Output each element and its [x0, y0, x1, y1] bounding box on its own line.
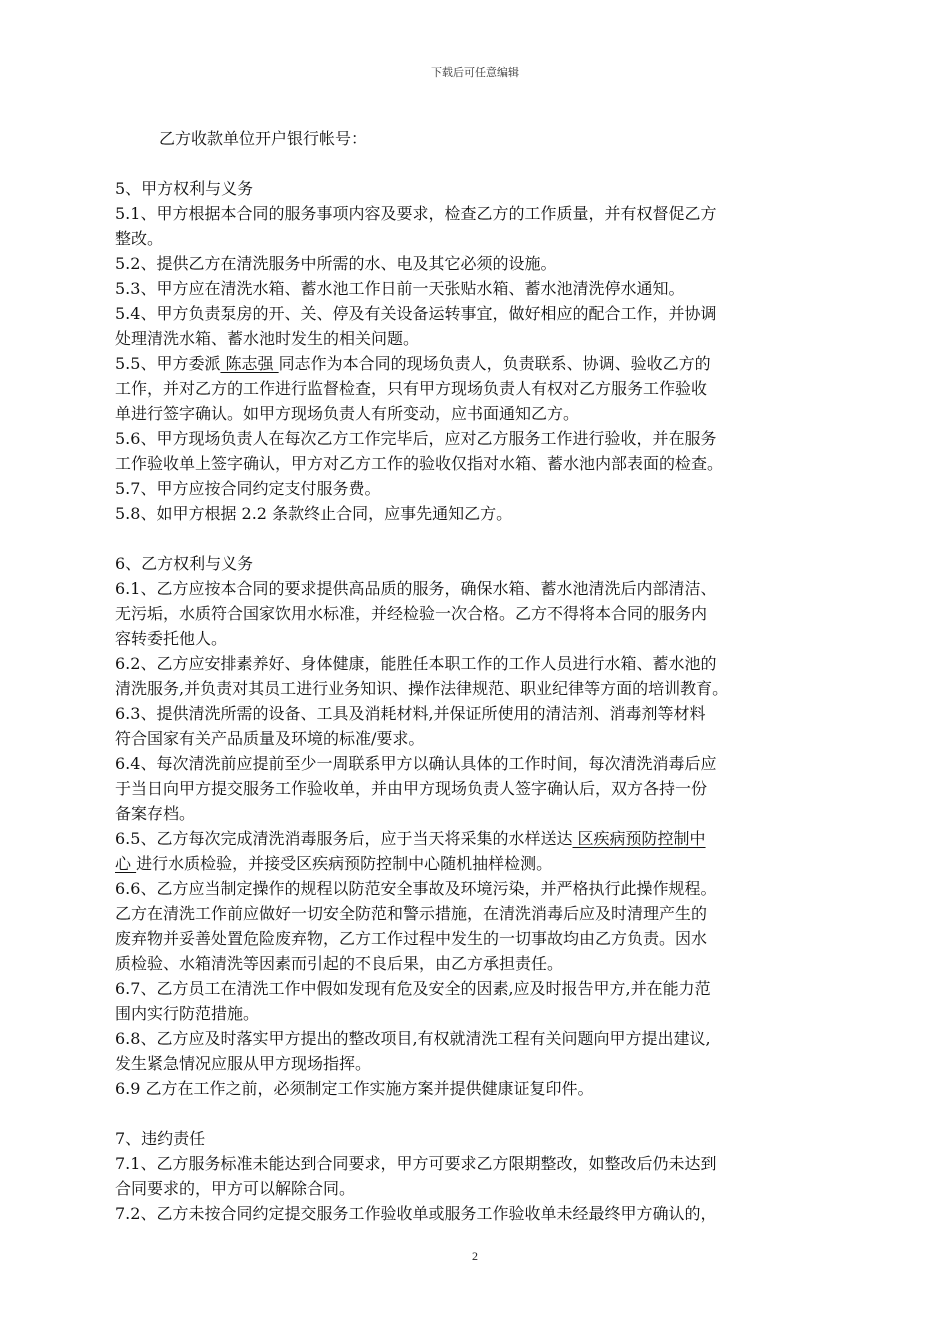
clause-6-3-cont: 符合国家有关产品质量及环境的标准/要求。 [115, 729, 425, 748]
spacer [115, 526, 855, 551]
clause-6-6-cont: 废弃物并妥善处置危险废弃物，乙方工作过程中发生的一切事故均由乙方负责。因水 [115, 929, 708, 948]
clause-6-6-cont: 质检验、水箱清洗等因素而引起的不良后果，由乙方承担责任。 [115, 954, 564, 973]
clause-5-5-cont: 单进行签字确认。如甲方现场负责人有所变动，应书面通知乙方。 [115, 404, 580, 423]
clause-6-4-cont: 于当日向甲方提交服务工作验收单，并由甲方现场负责人签字确认后，双方各持一份 [115, 779, 708, 798]
clause-5-5-suffix: 同志作为本合同的现场负责人，负责联系、协调、验收乙方的 [278, 354, 711, 373]
clause-6-2-cont: 清洗服务,并负责对其员工进行业务知识、操作法律规范、职业纪律等方面的培训教育。 [115, 679, 729, 698]
clause-6-7-cont: 围内实行防范措施。 [115, 1004, 260, 1023]
clause-6-9: 6.9 乙方在工作之前，必须制定工作实施方案并提供健康证复印件。 [115, 1079, 594, 1098]
page-number: 2 [472, 1249, 478, 1263]
clause-6-1-cont: 容转委托他人。 [115, 629, 228, 648]
clause-6-5-suffix: 进行水质检验，并接受区疾病预防控制中心随机抽样检测。 [136, 854, 553, 873]
site-manager-name: 陈志强 [220, 354, 279, 373]
section-7-title: 7、违约责任 [115, 1129, 206, 1148]
clause-7-1-cont: 合同要求的，甲方可以解除合同。 [115, 1179, 356, 1198]
clause-5-6-cont: 工作验收单上签字确认，甲方对乙方工作的验收仅指对水箱、蓄水池内部表面的检查。 [115, 454, 724, 473]
clause-6-1-cont: 无污垢，水质符合国家饮用水标准，并经检验一次合格。乙方不得将本合同的服务内 [115, 604, 708, 623]
clause-5-2: 5.2、提供乙方在清洗服务中所需的水、电及其它必须的设施。 [115, 254, 557, 273]
clause-5-6: 5.6、甲方现场负责人在每次乙方工作完毕后，应对乙方服务工作进行验收，并在服务 [115, 429, 717, 448]
spacer [115, 1101, 855, 1126]
clause-6-2: 6.2、乙方应安排素养好、身体健康，能胜任本职工作的工作人员进行水箱、蓄水池的 [115, 654, 717, 673]
spacer [115, 151, 855, 176]
clause-6-8: 6.8、乙方应及时落实甲方提出的整改项目,有权就清洗工程有关问题向甲方提出建议, [115, 1029, 711, 1048]
clause-5-4: 5.4、甲方负责泵房的开、关、停及有关设备运转事宜，做好相应的配合工作，并协调 [115, 304, 717, 323]
clause-6-8-cont: 发生紧急情况应服从甲方现场指挥。 [115, 1054, 372, 1073]
testing-org-name-cont: 心 [115, 854, 137, 873]
clause-5-3: 5.3、甲方应在清洗水箱、蓄水池工作日前一天张贴水箱、蓄水池清洗停水通知。 [115, 279, 685, 298]
clause-5-1-cont: 整改。 [115, 229, 164, 248]
clause-6-5 [115, 826, 855, 851]
clause-5-5-prefix: 5.5、甲方委派 [115, 354, 221, 373]
section-6-title: 6、乙方权利与义务 [115, 554, 254, 573]
intro-line: 乙方收款单位开户银行帐号： [159, 129, 368, 148]
clause-5-5 [115, 351, 855, 376]
testing-org-name: 区疾病预防控制中 [572, 829, 706, 848]
clause-7-2: 7.2、乙方未按合同约定提交服务工作验收单或服务工作验收单未经最终甲方确认的， [115, 1204, 717, 1223]
clause-6-6: 6.6、乙方应当制定操作的规程以防范安全事故及环境污染，并严格执行此操作规程。 [115, 879, 717, 898]
clause-6-1: 6.1、乙方应按本合同的要求提供高品质的服务，确保水箱、蓄水池清洗后内部清洁、 [115, 579, 717, 598]
clause-5-5-cont: 工作，并对乙方的工作进行监督检查，只有甲方现场负责人有权对乙方服务工作验收 [115, 379, 708, 398]
clause-6-7: 6.7、乙方员工在清洗工作中假如发现有危及安全的因素,应及时报告甲方,并在能力范 [115, 979, 711, 998]
clause-5-1: 5.1、甲方根据本合同的服务事项内容及要求，检查乙方的工作质量，并有权督促乙方 [115, 204, 717, 223]
clause-6-5-prefix: 6.5、乙方每次完成清洗消毒服务后，应于当天将采集的水样送达 [115, 829, 573, 848]
clause-5-8: 5.8、如甲方根据 2.2 条款终止合同，应事先通知乙方。 [115, 504, 513, 523]
clause-6-4-cont: 备案存档。 [115, 804, 196, 823]
document-body [115, 126, 855, 1226]
section-5-title: 5、甲方权利与义务 [115, 179, 254, 198]
clause-6-5-cont [115, 851, 855, 876]
clause-6-6-cont: 乙方在清洗工作前应做好一切安全防范和警示措施，在清洗消毒后应及时清理产生的 [115, 904, 708, 923]
clause-7-1: 7.1、乙方服务标准未能达到合同要求，甲方可要求乙方限期整改，如整改后仍未达到 [115, 1154, 717, 1173]
page-header: 下载后可任意编辑 [431, 66, 519, 79]
clause-5-7: 5.7、甲方应按合同约定支付服务费。 [115, 479, 381, 498]
clause-6-3: 6.3、提供清洗所需的设备、工具及消耗材料,并保证所使用的清洁剂、消毒剂等材料 [115, 704, 706, 723]
clause-5-4-cont: 处理清洗水箱、蓄水池时发生的相关问题。 [115, 329, 420, 348]
clause-6-4: 6.4、每次清洗前应提前至少一周联系甲方以确认具体的工作时间，每次清洗消毒后应 [115, 754, 717, 773]
